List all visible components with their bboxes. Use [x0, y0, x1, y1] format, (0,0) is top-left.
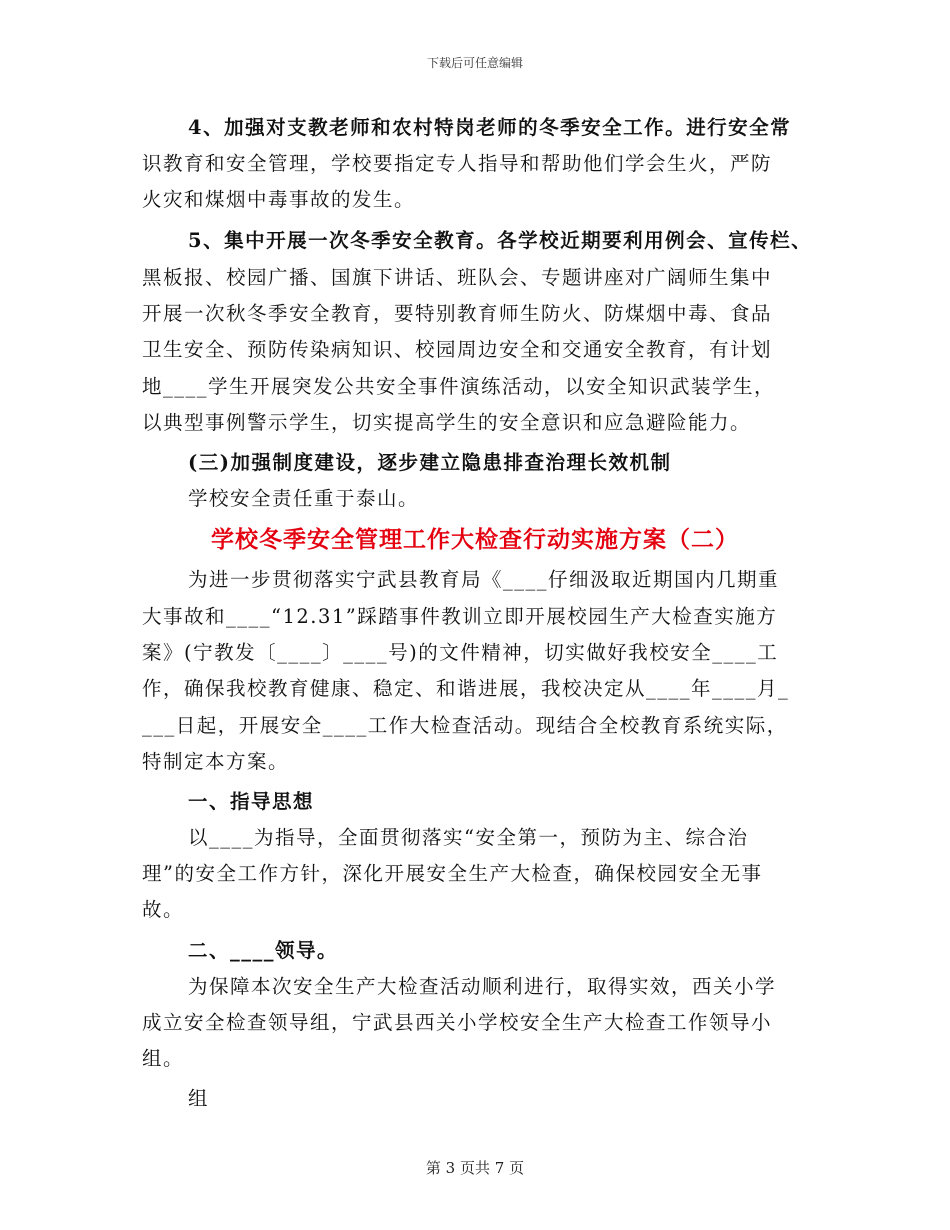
- document-title: 学校冬季安全管理工作大检查行动实施方案（二）: [211, 526, 739, 553]
- paragraph-line: ___日起，开展安全____工作大检查活动。现结合全校教育系统实际，: [142, 714, 788, 737]
- paragraph-line: 地____学生开展突发公共安全事件演练活动，以安全知识武装学生，: [142, 375, 776, 398]
- paragraph-line: 学校安全责任重于泰山。: [188, 487, 420, 510]
- paragraph-line: 5、集中开展一次冬季安全教育。各学校近期要利用例会、宣传栏、: [188, 229, 813, 252]
- paragraph-line: 识教育和安全管理，学校要指定专人指导和帮助他们学会生火，严防: [142, 152, 773, 175]
- section-heading: 一、指导思想: [188, 790, 315, 813]
- paragraph-line: 组。: [142, 1047, 185, 1070]
- paragraph-line: 火灾和煤烟中毒事故的发生。: [142, 188, 416, 211]
- paragraph-line: 4、加强对支教老师和农村特岗老师的冬季安全工作。进行安全常: [188, 116, 792, 139]
- paragraph-line: 以____为指导，全面贯彻落实“安全第一，预防为主、综合治: [188, 826, 749, 849]
- paragraph-line: 作，确保我校教育健康、稳定、和谐进展，我校决定从____年____月_: [142, 677, 790, 700]
- page-footer: 第 3 页共 7 页: [425, 1159, 525, 1177]
- paragraph-line: 大事故和____“12.31”踩踏事件教训立即开展校园生产大检查实施方: [142, 605, 778, 628]
- paragraph-line: 理”的安全工作方针，深化开展安全生产大检查，确保校园安全无事: [142, 862, 763, 885]
- paragraph-line: 组: [188, 1087, 210, 1110]
- page-header: 下载后可任意编辑: [426, 56, 523, 70]
- section-heading: 二、____领导。: [188, 939, 339, 962]
- paragraph-line: 为保障本次安全生产大检查活动顺利进行，取得实效，西关小学: [188, 975, 777, 998]
- paragraph-line: 卫生安全、预防传染病知识、校园周边安全和交通安全教育，有计划: [142, 338, 773, 361]
- paragraph-line: 案》(宁教发〔____〕____号)的文件精神，切实做好我校安全____工: [142, 641, 779, 664]
- paragraph-line: 故。: [142, 898, 185, 921]
- paragraph-line: 以典型事例警示学生，切实提高学生的安全意识和应急避险能力。: [142, 411, 752, 434]
- paragraph-line: 为进一步贯彻落实宁武县教育局《____仔细汲取近期国内几期重: [188, 568, 780, 591]
- paragraph-line: 开展一次秋冬季安全教育，要特别教育师生防火、防煤烟中毒、食品: [142, 302, 773, 325]
- paragraph-line: 成立安全检查领导组，宁武县西关小学校安全生产大检查工作领导小: [142, 1011, 773, 1034]
- paragraph-line: 特制定本方案。: [142, 750, 290, 773]
- section-heading: (三)加强制度建设，逐步建立隐患排查治理长效机制: [188, 451, 672, 474]
- paragraph-line: 黑板报、校园广播、国旗下讲话、班队会、专题讲座对广阔师生集中: [142, 266, 773, 289]
